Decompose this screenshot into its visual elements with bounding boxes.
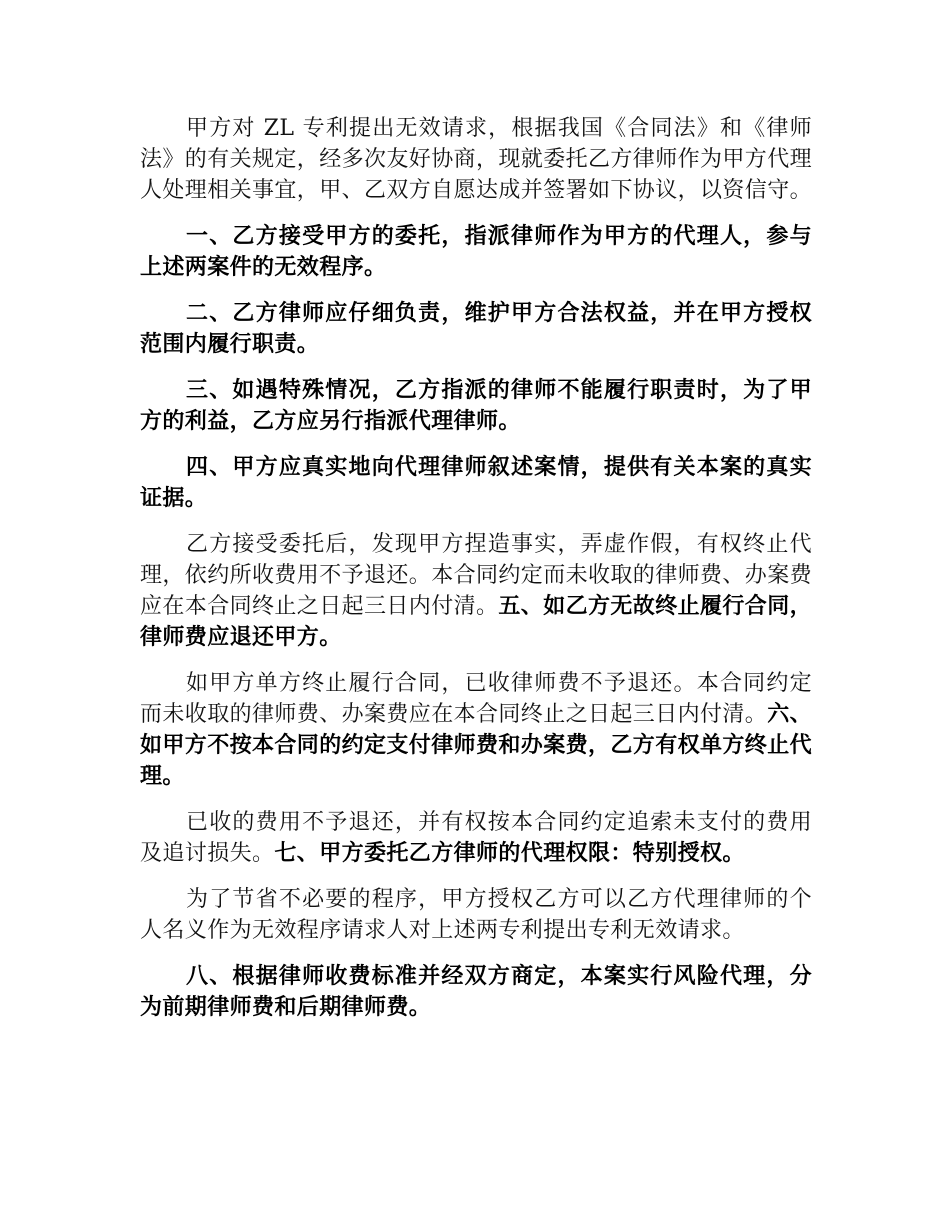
paragraph-text: 乙方接受委托后，发现甲方捏造事实，弄虚作假，有权终止代理，依约所收费用不予退还。本合同约定而未收取的律师费、办案费应在本合同终止之日起三日内付清。: [140, 532, 813, 619]
paragraph-clause-4-detail: [140, 529, 812, 653]
paragraph-text: 为了节省不必要的程序，甲方授权乙方可以乙方代理律师的个人名义作为无效程序请求人对上述两专利提出专利无效请求。: [140, 887, 812, 943]
paragraph-text: 如甲方单方终止履行合同，已收律师费不予退还。本合同约定而未收取的律师费、办案费应在本合同终止之日起三日内付清。: [140, 671, 812, 727]
clause-4: [140, 452, 812, 514]
clause-8: [140, 961, 812, 1023]
paragraph-clause-7-detail: [140, 884, 812, 946]
paragraph-text: 已收的费用不予退还，并有权按本合同约定追索未支付的费用及追讨损失。: [140, 810, 812, 866]
clause-5-heading: 五、如乙方无故终止履行合同，律师费应退还甲方。: [140, 593, 813, 650]
clause-7-heading: 七、甲方委托乙方律师的代理权限：特别授权。: [274, 840, 745, 866]
document-body: [140, 113, 812, 1038]
paragraph-clause-5-detail: [140, 668, 812, 792]
clause-6-heading: 六、如甲方不按本合同的约定支付律师费和办案费，乙方有权单方终止代理。: [140, 701, 813, 789]
clause-text: 三、如遇特殊情况，乙方指派的律师不能履行职责时，为了甲方的利益，乙方应另行指派代理律师。: [140, 377, 812, 434]
clause-text: 一、乙方接受甲方的委托，指派律师作为甲方的代理人，参与上述两案件的无效程序。: [140, 223, 812, 280]
clause-text: 四、甲方应真实地向代理律师叙述案情，提供有关本案的真实证据。: [140, 454, 812, 511]
clause-2: [140, 298, 812, 360]
paragraph-intro: [140, 113, 812, 206]
clause-1: [140, 221, 812, 283]
paragraph-clause-6-detail: [140, 807, 812, 869]
clause-3: [140, 375, 812, 437]
clause-text: 二、乙方律师应仔细负责，维护甲方合法权益，并在甲方授权范围内履行职责。: [140, 300, 812, 357]
paragraph-text: 甲方对 ZL 专利提出无效请求，根据我国《合同法》和《律师法》的有关规定，经多次友好协商，现就委托乙方律师作为甲方代理人处理相关事宜，甲、乙双方自愿达成并签署如下协议，以资信守。: [140, 116, 813, 203]
clause-text: 八、根据律师收费标准并经双方商定，本案实行风险代理，分为前期律师费和后期律师费。: [140, 963, 812, 1020]
